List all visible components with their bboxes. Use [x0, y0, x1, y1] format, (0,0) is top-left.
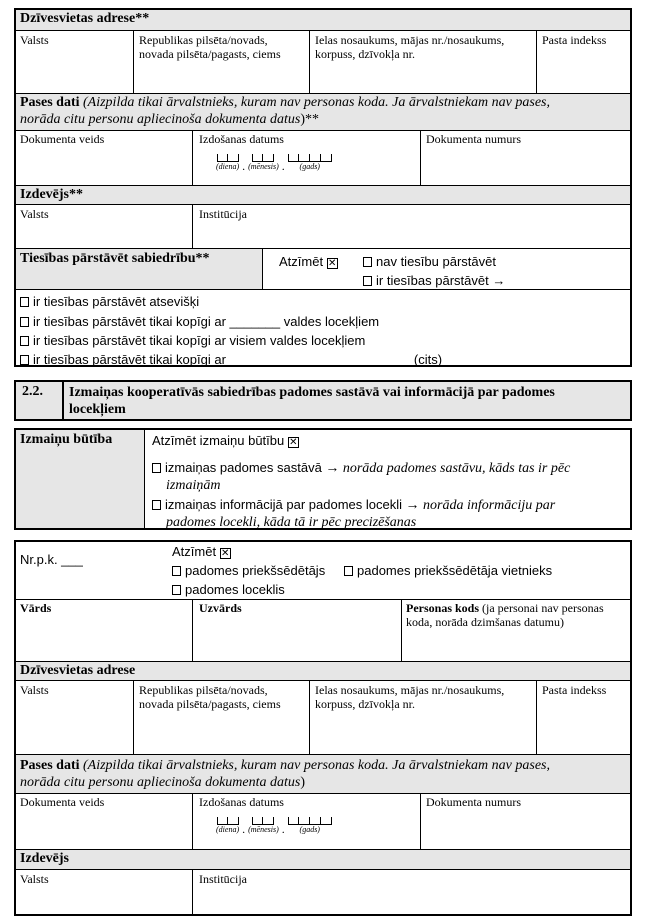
passport-issue-date-label: Izdošanas datums [199, 795, 284, 809]
issuer-title: Izdevējs** [20, 187, 83, 202]
issuer-institution-field[interactable]: Institūcija [199, 872, 247, 886]
rights-title: Tiesības pārstāvēt sabiedrību** [20, 251, 210, 266]
member-mark-label: Atzīmēt ✕ [172, 544, 230, 559]
passport-issue-date-field[interactable]: (diena) . (mēnesis) . (gads) [216, 154, 332, 171]
address-postal-field[interactable]: Pasta indekss [542, 683, 607, 697]
address-city-field[interactable]: Republikas pilsēta/novads, novada pilsēta/pagasts, ciems [139, 33, 281, 61]
rights-yes-option[interactable]: ir tiesības pārstāvēt → [363, 272, 505, 289]
checkbox-icon[interactable] [172, 585, 181, 595]
rights-option-jointly-n[interactable]: ir tiesības pārstāvēt tikai kopīgi ar _______ valdes locekļiem [20, 313, 379, 330]
issuer-institution-field[interactable]: Institūcija [199, 207, 247, 221]
rights-option-jointly-other[interactable]: ir tiesības pārstāvēt tikai kopīgi ar _________________________ (cits) [20, 351, 442, 368]
personal-code-field[interactable]: Personas kods (ja personai nav personas koda, norāda dzimšanas datumu) [406, 601, 604, 629]
rights-option-separate[interactable]: ir tiesības pārstāvēt atsevišķi [20, 293, 199, 310]
address-postal-field[interactable]: Pasta indekss [542, 33, 607, 47]
passport-doc-type-field[interactable]: Dokumenta veids [20, 795, 105, 809]
member-number-field[interactable]: Nr.p.k. ___ [20, 552, 83, 567]
checkbox-icon[interactable] [20, 355, 29, 365]
rights-mark-label: Atzīmēt ✕ [279, 254, 337, 269]
checkbox-icon[interactable] [20, 297, 29, 307]
checkbox-icon[interactable] [152, 500, 161, 510]
change-mark-label: Atzīmēt izmaiņu būtību ✕ [152, 433, 298, 448]
checkbox-icon[interactable] [363, 257, 372, 267]
passport-issue-date-field[interactable]: (diena) . (mēnesis) . (gads) [216, 817, 332, 834]
checkbox-icon[interactable] [20, 317, 29, 327]
section-title: Izmaiņas kooperatīvās sabiedrības padomes sastāvā vai informācijā par padomes locekļiem [69, 385, 555, 417]
change-nature-label: Izmaiņu būtība [20, 432, 113, 447]
address-street-field[interactable]: Ielas nosaukums, mājas nr./nosaukums, korpuss, dzīvokļa nr. [315, 33, 505, 61]
rights-no-option[interactable]: nav tiesību pārstāvēt [363, 253, 496, 270]
checkbox-icon[interactable] [152, 463, 161, 473]
address-city-field[interactable]: Republikas pilsēta/novads, novada pilsēta/pagasts, ciems [139, 683, 281, 711]
issuer-country-field[interactable]: Valsts [20, 872, 49, 886]
issuer-title: Izdevējs [20, 851, 69, 866]
role-vice-chair-option[interactable]: padomes priekšsēdētāja vietnieks [344, 562, 552, 579]
marked-checkbox-sample-icon: ✕ [328, 258, 337, 269]
address-country-field[interactable]: Valsts [20, 683, 49, 697]
issuer-country-field[interactable]: Valsts [20, 207, 49, 221]
checkbox-icon[interactable] [344, 566, 353, 576]
arrow-right-icon: → [492, 273, 506, 288]
rights-option-jointly-all[interactable]: ir tiesības pārstāvēt tikai kopīgi ar visiem valdes locekļiem [20, 332, 365, 349]
checkbox-icon[interactable] [363, 276, 372, 286]
passport-doc-number-field[interactable]: Dokumenta numurs [426, 132, 521, 146]
address-street-field[interactable]: Ielas nosaukums, mājas nr./nosaukums, korpuss, dzīvokļa nr. [315, 683, 505, 711]
checkbox-icon[interactable] [20, 336, 29, 346]
change-option-member-info[interactable]: izmaiņas informācijā par padomes locekli → norāda informāciju par padomes locekli, kāda tā ir pēc precizēšanas [152, 496, 622, 531]
passport-doc-type-field[interactable]: Dokumenta veids [20, 132, 105, 146]
role-member-option[interactable]: padomes loceklis [172, 581, 285, 598]
passport-doc-number-field[interactable]: Dokumenta numurs [426, 795, 521, 809]
address-country-field[interactable]: Valsts [20, 33, 49, 47]
section-number: 2.2. [22, 384, 43, 399]
passport-issue-date-label: Izdošanas datums [199, 132, 284, 146]
address-title: Dzīvesvietas adrese [20, 663, 136, 678]
first-name-field[interactable]: Vārds [20, 601, 52, 615]
passport-title: Pases dati (Aizpilda tikai ārvalstnieks, kuram nav personas koda. Ja ārvalstniekam nav pases, norāda citu personu apliecinoša dokumenta datus) [20, 758, 550, 790]
checkbox-icon[interactable] [172, 566, 181, 576]
last-name-field[interactable]: Uzvārds [199, 601, 242, 615]
address-title: Dzīvesvietas adrese** [20, 11, 150, 26]
marked-checkbox-sample-icon: ✕ [221, 548, 230, 559]
change-option-composition[interactable]: izmaiņas padomes sastāvā → norāda padomes sastāvu, kāds tas ir pēc izmaiņām [152, 459, 622, 494]
marked-checkbox-sample-icon: ✕ [289, 437, 298, 448]
role-chair-option[interactable]: padomes priekšsēdētājs [172, 562, 325, 579]
passport-title: Pases dati (Aizpilda tikai ārvalstnieks, kuram nav personas koda. Ja ārvalstniekam nav pases, norāda citu personu apliecinoša dokumenta datus)** [20, 95, 550, 127]
